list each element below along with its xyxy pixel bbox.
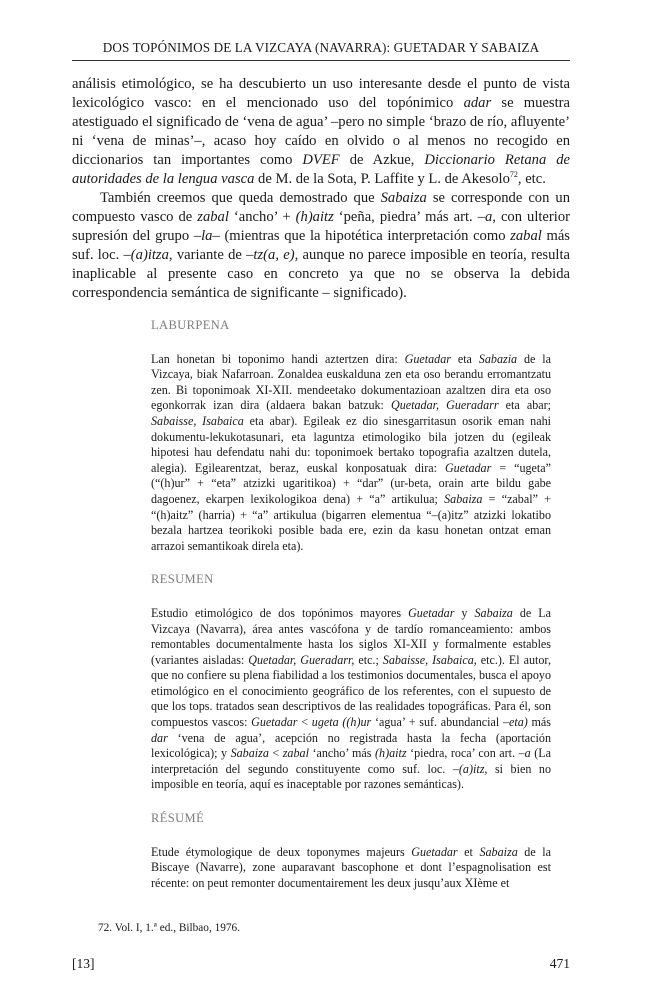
italic-term: adar	[463, 95, 492, 111]
laburpena-text	[151, 352, 551, 555]
resume-text	[151, 845, 551, 892]
text-run: si bien no imposible en teoría, aquí es inaceptable por razones semánticas).	[151, 761, 551, 792]
italic-term: zabal	[197, 209, 229, 225]
text-run: se corresponde con un compuesto vasco de	[72, 190, 571, 225]
text-run: ‘ancho’ +	[228, 209, 296, 225]
italic-term: Guetadar	[408, 605, 455, 620]
italic-term: zabal	[282, 746, 309, 761]
text-run: ‘piedra, roca’ con art.	[406, 746, 519, 761]
text-run: de la Biscaye (Navarre), zone auparavant bascophone et dont l’espagnolisation est récente: on peut remonter documentairement les deux jusqu’aux XIème et	[151, 844, 551, 890]
text-run: = “zabal” + “(h)aitz” (harria) + “a” artikulua (bigarren elementua “–(a)itz” atzizki lokatibo bezala hartzea teorikoki posible bada ere, ezin da kasu honetan ontzat eman arrazoi semantikoak direla eta).	[151, 491, 551, 553]
text-run: Estudio etimológico de dos topónimos mayores	[151, 605, 409, 620]
text-run: eta abar;	[498, 398, 552, 413]
italic-term: Quetadar, Gueradarr,	[248, 652, 355, 667]
text-run: ‘ancho’ más	[308, 746, 375, 761]
footnote: 72. Vol. I, 1.ª ed., Bilbao, 1976.	[98, 922, 241, 934]
italic-term: –tz(a, e),	[246, 247, 299, 263]
italic-term: Sabaiza	[479, 844, 518, 859]
resume-heading: RÉSUMÉ	[151, 811, 205, 826]
text-run: <	[297, 715, 312, 730]
text-run: , etc.	[517, 171, 546, 187]
italic-term: Guetadar	[404, 351, 451, 366]
italic-term: Sabaisse, Isabaica,	[382, 652, 477, 667]
italic-term: DVEF	[302, 152, 340, 168]
italic-term: zabal	[510, 228, 542, 244]
footnote-marker: 72	[509, 170, 518, 180]
running-head: DOS TOPÓNIMOS DE LA VIZCAYA (NAVARRA): GUETADAR Y SABAIZA	[102, 40, 540, 55]
italic-term: –(a)itza	[123, 247, 169, 263]
italic-term: Guetadar	[251, 715, 298, 730]
italic-term: –eta)	[502, 715, 528, 730]
text-run: análisis etimológico, se ha descubierto un uso interesante desde el punto de vista lexicológico vasco: en el mencionado uso del topónimico	[72, 76, 570, 111]
italic-term: –a	[518, 746, 531, 761]
body-paragraph-1	[72, 75, 570, 189]
text-run: más	[527, 715, 551, 730]
italic-term: Sabaiza	[474, 605, 513, 620]
text-run: También creemos que queda demostrado que	[100, 190, 381, 206]
header-rule	[72, 60, 570, 61]
italic-term: dar	[151, 730, 168, 745]
text-run: más suf. loc.	[72, 228, 570, 263]
italic-term: Sabaiza	[444, 491, 483, 506]
laburpena-heading: LABURPENA	[151, 318, 230, 332]
text-run: Lan honetan bi toponimo handi aztertzen dira:	[151, 351, 405, 366]
text-run: (La interpretación del segundo constituyente como suf. loc.	[151, 746, 551, 776]
text-run: de la Vizcaya, biak Nafarroan. Zonaldea euskalduna zen eta oso berandu erromantzatu zen. Bi toponimoak XI-XII. mendeetako dokumentazioan azaltzen dira eta oso egonkorrak izan dira (aldaera bakan batzuk:	[151, 351, 551, 413]
text-run: ‘agua’ + suf. abundancial	[371, 715, 503, 730]
text-run: etc.;	[354, 652, 383, 667]
resumen-text	[151, 606, 551, 793]
italic-term: (h)aitz	[295, 209, 334, 225]
text-run: de La Vizcaya (Navarra), área antes vascófona y de tardío romanceamiento: ambos remontables documentalmente hasta los siglos XI-XII y formalmente estables (variantes aisladas:	[151, 605, 552, 667]
italic-term: Quetadar, Gueradarr	[391, 398, 499, 413]
italic-term: Guetadar	[444, 460, 492, 475]
text-run: de Azkue,	[339, 152, 425, 168]
italic-term: Sabaiza	[230, 746, 269, 761]
italic-term: –a	[477, 209, 493, 225]
text-run: = “ugeta” (“(h)ur” + “eta” atzizki ugaritikoa) + “dar” (ur-beta, orain arte bildu gabe dagoenez, ekarpen lexikologikoa dena) + “a” artikulua;	[151, 460, 551, 506]
italic-term: Sabazia	[478, 351, 518, 366]
text-run: y	[454, 605, 475, 620]
text-run: <	[268, 746, 283, 761]
resumen-heading: RESUMEN	[151, 572, 214, 587]
text-run: , variante de	[168, 247, 247, 263]
italic-term: Guetadar	[411, 844, 458, 859]
italic-term: Sabaiza	[380, 190, 427, 206]
text-run: de M. de la Sota, P. Laffite y L. de Akesolo	[254, 171, 510, 187]
text-run: ‘peña, piedra’ más art.	[333, 209, 478, 225]
text-run: aunque no parece imposible en teoría, resulta inaplicable al presente caso en concreto ya que no se observa la debida correspondencia semántica de significante – significado).	[72, 247, 570, 301]
body-text	[72, 75, 570, 303]
italic-term: ugeta ((h)ur	[311, 715, 372, 730]
text-run: et	[457, 844, 480, 859]
text-run: eta abar). Egileak ez dio sinesgarritasun osorik eman nahi dokumentu-lekukotasunari, eta laguntza etimologiko bila jotzen du (egileak hipotesi hau defendatu nahi du: toponimoek bertako topografia azaltzen dutela, alegia). Egilearentzat, beraz, euskal konposatuak dira:	[151, 413, 551, 475]
italic-term: –la–	[193, 228, 220, 244]
text-run: eta	[450, 351, 479, 366]
text-run: se muestra atestiguado el significado de ‘vena de agua’ –pero no simple ‘brazo de río, afluyente’ ni ‘vena de minas’–, acaso hoy caído en olvido o al menos no recogido en diccionarios tan importantes como	[72, 95, 570, 168]
italic-term: Sabaisse, Isabaica	[151, 413, 244, 428]
text-run: ‘vena de agua’, acepción no registrada hasta la fecha (aportación lexicológica); y	[151, 730, 551, 761]
text-run: Etude étymologique de deux toponymes majeurs	[151, 844, 412, 859]
italic-term: –(a)itz,	[452, 761, 488, 776]
text-run: (mientras que la hipotética interpretación como	[219, 228, 511, 244]
abstracts-block	[151, 318, 551, 909]
page-number: 471	[549, 956, 570, 971]
body-paragraph-2	[72, 189, 570, 303]
page-folio-left: [13]	[72, 956, 95, 971]
italic-term: (h)aitz	[375, 746, 407, 761]
italic-term: Diccionario Retana de autoridades de la lengua vasca	[72, 152, 570, 187]
text-run: etc.). El autor, que no confiere su plena fiabilidad a los testimonios documentales, busca el apoyo etimológico en el conocimiento geográfico de los referentes, con el supuesto de que los tops. tratados sean descriptivos de las realidades topográficas. Para él, son compuestos vascos:	[151, 652, 552, 730]
text-run: , con ulterior supresión del grupo	[72, 209, 570, 244]
